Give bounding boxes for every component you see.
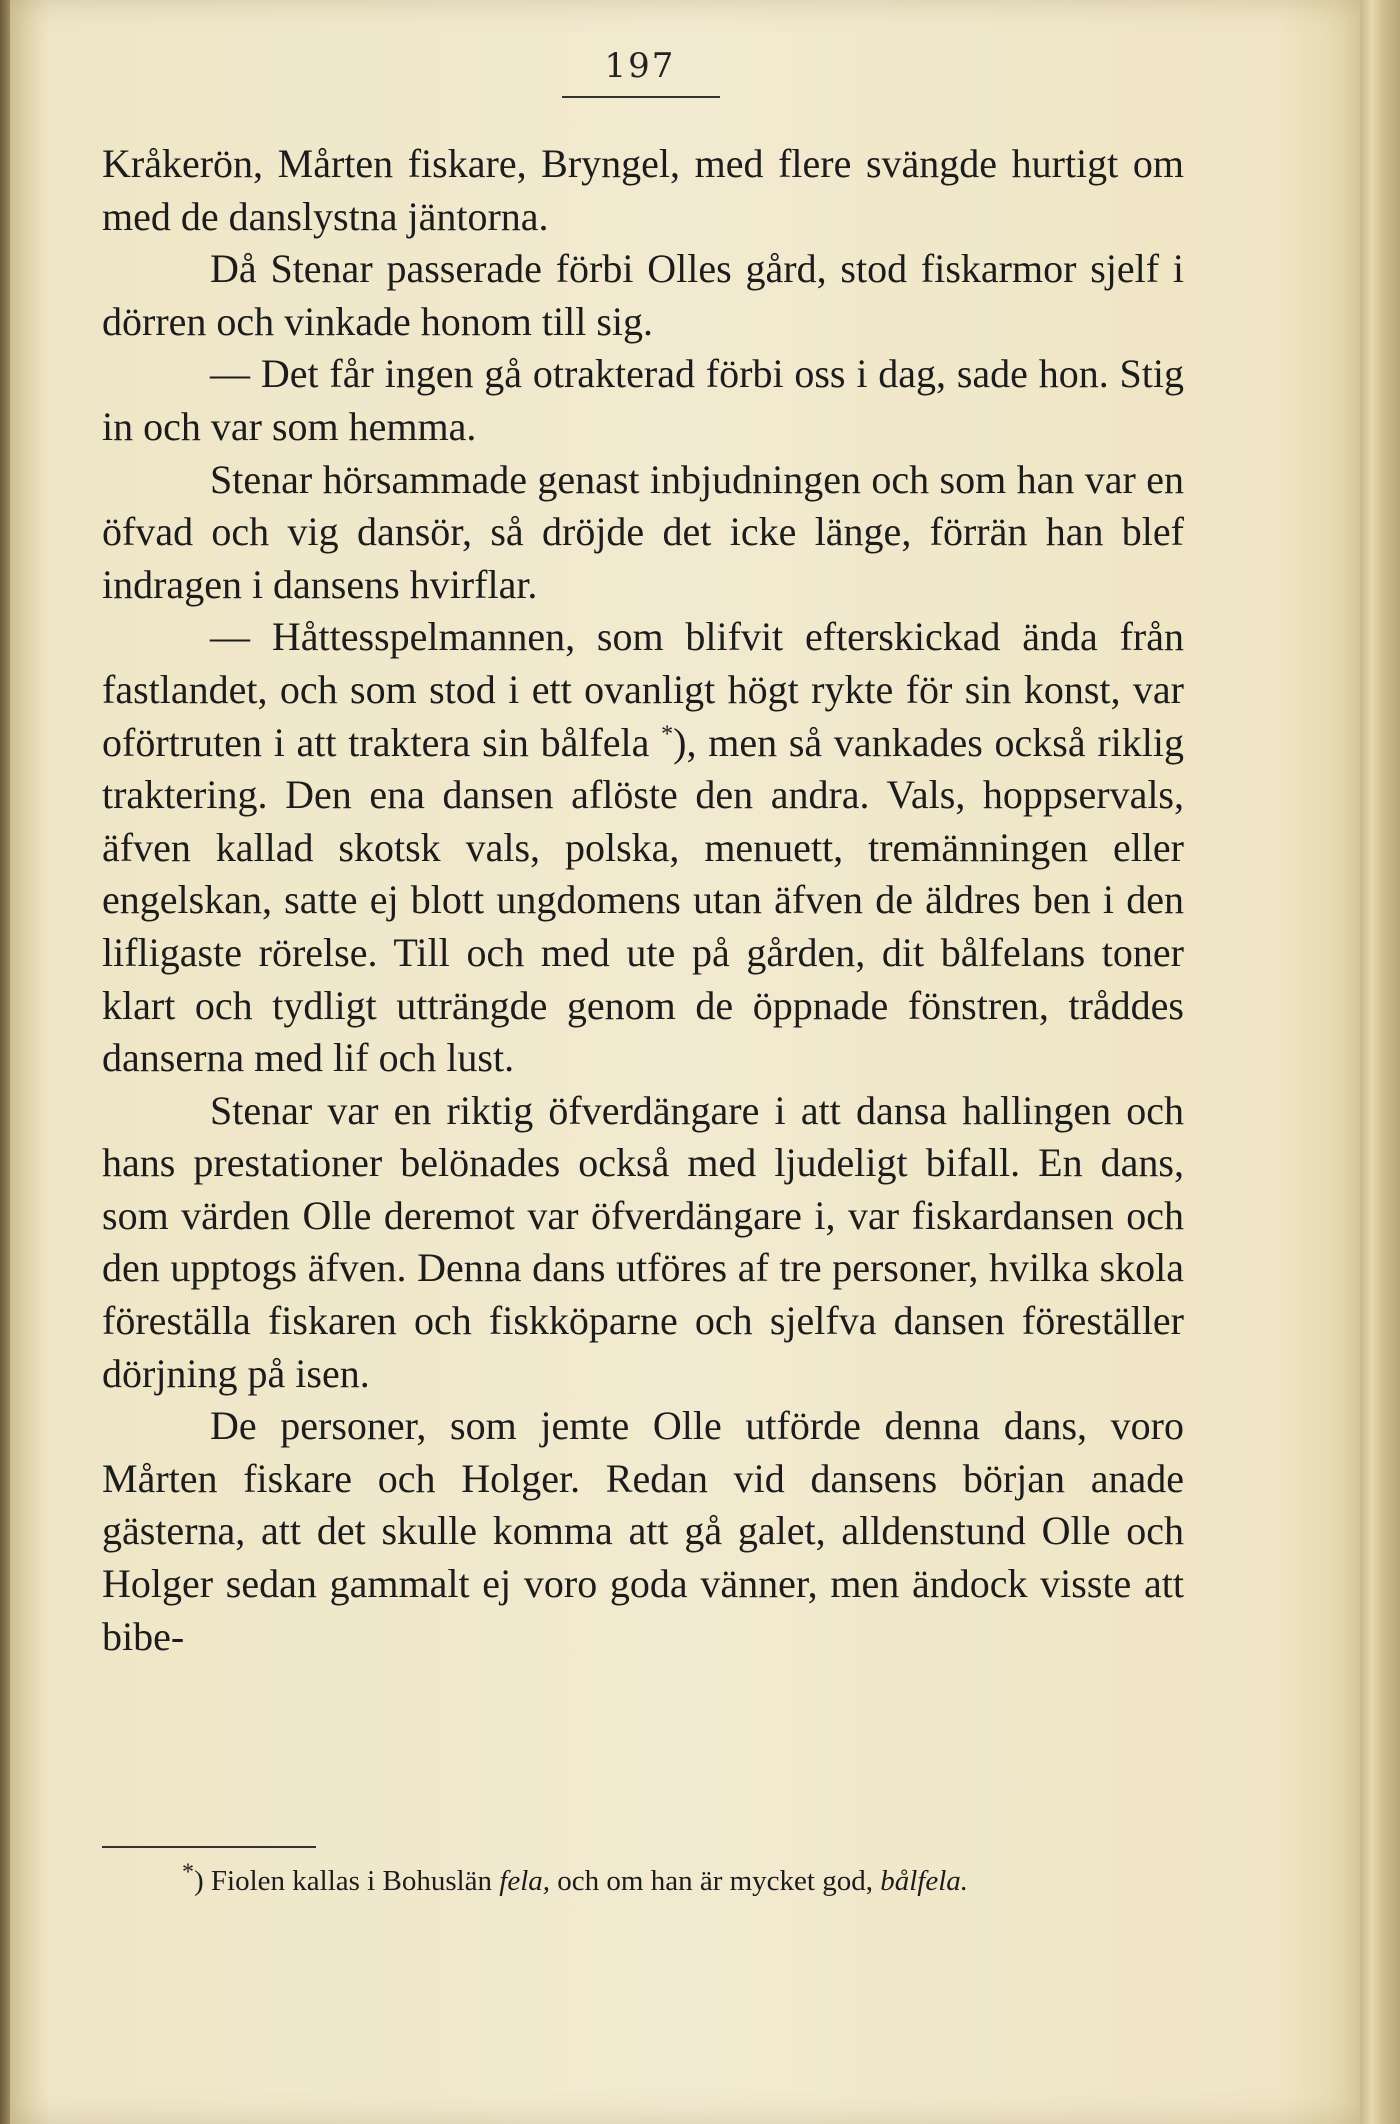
page-edge-stack	[1360, 0, 1400, 2124]
paragraph-5-after: ), men så vankades också riklig traktering. Den ena dansen aflöste den andra. Vals, hoppservals, äfven kallad skotsk vals, polska, menuett, tremänningen eller engelskan, satte ej blott ungdomens utan äfven de äldres ben i den lifligaste rörelse. Till och med ute på gården, dit bålfelans toner klart och tydligt utträngde genom de öppnade fönstren, tråddes danserna med lif och lust.	[102, 719, 1184, 1081]
paragraph-7: De personer, som jemte Olle utförde denna dans, voro Mårten fiskare och Holger. Redan vid dansens början anade gästerna, att det skulle komma att gå galet, alldenstund Olle och Holger sedan gammalt ej voro goda vänner, men ändock visste att bibe-	[102, 1403, 1184, 1659]
paragraph-5-before: — Håttesspelmannen, som blifvit efterskickad ända från fastlandet, och som stod i ett ovanligt högt rykte för sin konst, var oförtruten i att traktera sin bålfela	[102, 614, 1184, 765]
paragraph-6: Stenar var en riktig öfverdängare i att dansa hallingen och hans prestationer belönades också med ljudeligt bifall. En dans, som värden Olle deremot var öfverdängare i, var fiskardansen och den upptogs äfven. Denna dans utföres af tre personer, hvilka skola föreställa fiskaren och fiskköparne och sjelfva dansen föreställer dörjning på isen.	[102, 1087, 1184, 1396]
footnote	[102, 1859, 1184, 1900]
footnote-rule	[102, 1846, 316, 1848]
footnote-reference: *	[661, 721, 674, 748]
paragraph-2: Då Stenar passerade förbi Olles gård, stod fiskarmor sjelf i dörren och vinkade honom till sig.	[102, 246, 1184, 344]
footnote-text-middle: och om han är mycket god,	[550, 1865, 881, 1897]
paragraph-1: Kråkerön, Mårten fiskare, Bryngel, med flere svängde hurtigt om med de danslystna jäntorna.	[102, 141, 1184, 239]
paragraph-5	[102, 611, 1184, 1084]
paragraph-3: — Det får ingen gå otrakterad förbi oss i dag, sade hon. Stig in och var som hemma.	[102, 351, 1184, 449]
footnote-text-before: ) Fiolen kallas i Bohuslän	[194, 1865, 500, 1897]
footnote-italic-end: bålfela.	[880, 1865, 969, 1897]
footnote-marker: *	[182, 1859, 194, 1886]
page-number: 197	[604, 46, 676, 86]
header-rule	[562, 96, 720, 98]
paragraph-4: Stenar hörsammade genast inbjudningen och som han var en öfvad och vig dansör, så dröjde det icke länge, förrän han blef indragen i dansens hvirflar.	[102, 456, 1184, 607]
footnote-italic-word: fela,	[499, 1865, 551, 1897]
body-text	[102, 138, 1184, 1663]
